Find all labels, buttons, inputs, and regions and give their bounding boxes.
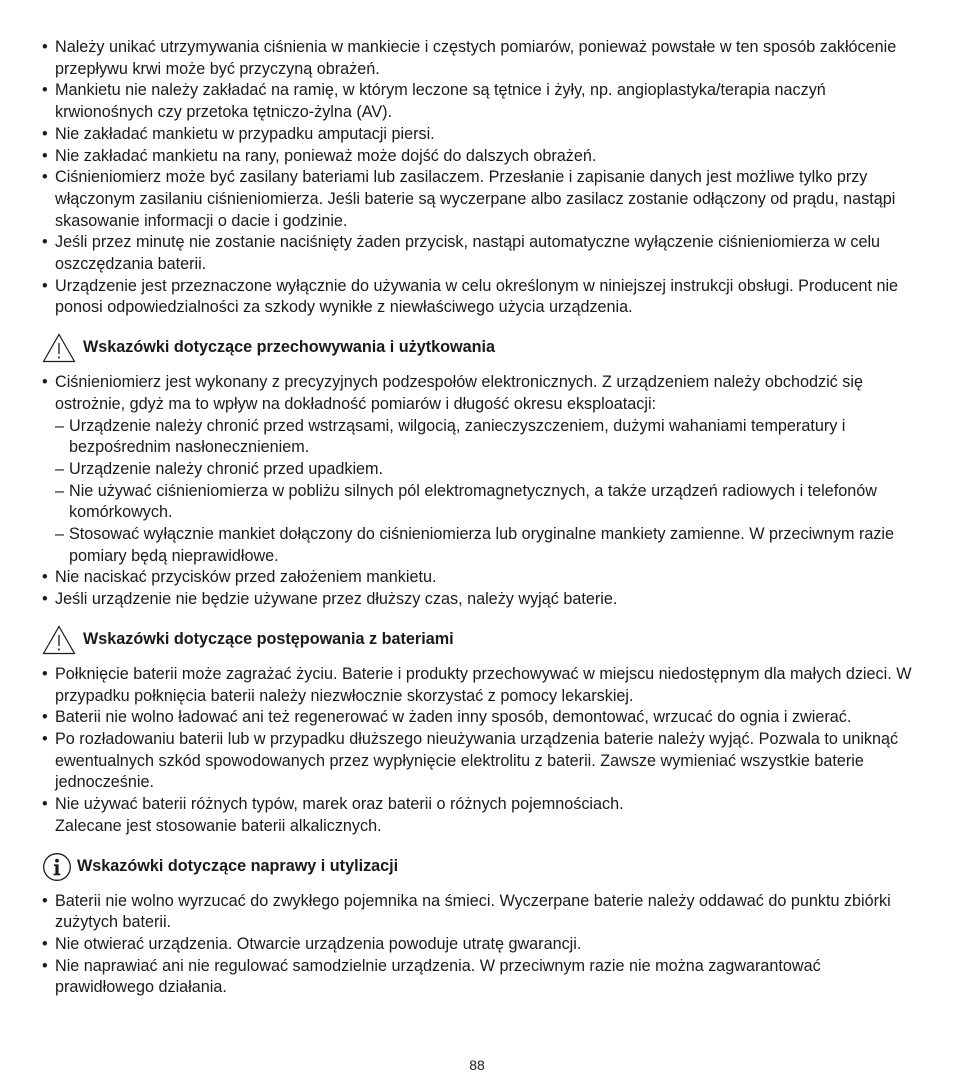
- sublist-item: [42, 524, 922, 567]
- list-item: [42, 37, 922, 80]
- list-item: [42, 167, 922, 232]
- list-item: [42, 729, 922, 794]
- list-item-text: Mankietu nie należy zakładać na ramię, w którym leczone są tętnice i żyły, np. angioplastyka/terapia naczyń krwionośnych czy przetoka tętniczo-żylna (AV).: [55, 81, 826, 122]
- list-item-text: Ciśnieniomierz może być zasilany bateriami lub zasilaczem. Przesłanie i zapisanie danych jest możliwe tylko przy włączonym zasilaniu ciśnieniomierza. Jeśli baterie są wyczerpane albo zasilacz zostanie odłączony od prądu, nastąpi skasowanie informacji o dacie i godzinie.: [55, 168, 896, 230]
- section-title: Wskazówki dotyczące przechowywania i użytkowania: [83, 338, 496, 357]
- dash-mark: –: [55, 459, 65, 478]
- list-item: [42, 372, 922, 415]
- storage-list: [42, 372, 922, 415]
- list-item: [42, 276, 922, 319]
- bullet-mark: •: [42, 168, 48, 187]
- storage-list-continued: [42, 567, 922, 610]
- warning-icon: [42, 333, 76, 363]
- list-item: [42, 80, 922, 123]
- section-heading-batteries: [42, 625, 922, 655]
- section-heading-storage: [42, 333, 922, 363]
- intro-list: [42, 37, 922, 319]
- list-item: [42, 124, 922, 146]
- section-title: Wskazówki dotyczące naprawy i utylizacji: [77, 856, 399, 875]
- section-heading-repair: [42, 852, 922, 882]
- list-item: [42, 934, 922, 956]
- batteries-list: [42, 664, 922, 838]
- section-title: Wskazówki dotyczące postępowania z bateriami: [83, 630, 454, 649]
- bullet-mark: •: [42, 664, 48, 683]
- sublist-item: [42, 481, 922, 524]
- info-icon: [42, 852, 72, 882]
- bullet-mark: •: [42, 81, 48, 100]
- list-item-note: Zalecane jest stosowanie baterii alkalicznych.: [55, 816, 382, 835]
- document-page: [42, 37, 922, 999]
- sublist-item: [42, 416, 922, 459]
- bullet-mark: •: [42, 124, 48, 143]
- list-item: [42, 567, 922, 589]
- list-item-text: Należy unikać utrzymywania ciśnienia w mankiecie i częstych pomiarów, ponieważ powstałe w ten sposób zakłócenie przepływu krwi może być przyczyną obrażeń.: [55, 38, 897, 78]
- bullet-mark: •: [42, 729, 48, 748]
- list-item: [42, 146, 922, 168]
- list-item: [42, 707, 922, 729]
- list-item-text: Nie otwierać urządzenia. Otwarcie urządzenia powoduje utratę gwarancji.: [55, 934, 582, 953]
- bullet-mark: •: [42, 795, 48, 814]
- sublist-item-text: Nie używać ciśnieniomierza w pobliżu silnych pól elektromagnetycznych, a także urządzeń radiowych i telefonów komórkowych.: [69, 481, 877, 522]
- bullet-mark: •: [42, 568, 48, 587]
- bullet-mark: •: [42, 373, 48, 392]
- list-item: [42, 794, 922, 837]
- list-item-text: Ciśnieniomierz jest wykonany z precyzyjnych podzespołów elektronicznych. Z urządzeniem należy obchodzić się ostrożnie, gdyż ma to wpływ na dokładność pomiarów i długość okresu eksploatacji:: [55, 373, 863, 413]
- sublist-item-text: Urządzenie należy chronić przed upadkiem.: [69, 459, 384, 478]
- dash-mark: –: [55, 525, 65, 544]
- list-item-text: Nie używać baterii różnych typów, marek oraz baterii o różnych pojemnościach.: [55, 795, 624, 814]
- list-item-text: Nie zakładać mankietu w przypadku amputacji piersi.: [55, 124, 435, 143]
- repair-list: [42, 891, 922, 1000]
- bullet-mark: •: [42, 708, 48, 727]
- bullet-mark: •: [42, 38, 48, 56]
- list-item: [42, 956, 922, 999]
- list-item: [42, 664, 922, 707]
- list-item: [42, 891, 922, 934]
- bullet-mark: •: [42, 956, 48, 975]
- bullet-mark: •: [42, 590, 48, 609]
- list-item-text: Połknięcie baterii może zagrażać życiu. Baterie i produkty przechowywać w miejscu niedostępnym dla małych dzieci. W przypadku połknięcia baterii należy niezwłocznie skorzystać z pomocy lekarskiej.: [55, 664, 912, 705]
- list-item: [42, 589, 922, 611]
- list-item-text: Baterii nie wolno ładować ani też regenerować w żaden inny sposób, demontować, wrzucać do ognia i zwierać.: [55, 708, 852, 727]
- dash-mark: –: [55, 481, 65, 500]
- bullet-mark: •: [42, 276, 48, 295]
- dash-mark: –: [55, 416, 65, 435]
- bullet-mark: •: [42, 891, 48, 910]
- list-item-text: Po rozładowaniu baterii lub w przypadku dłuższego nieużywania urządzenia baterie należy wyjąć. Pozwala to uniknąć ewentualnych szkód spowodowanych przez wypłynięcie elektrolitu z baterii. Zawsze wymieniać wszystkie baterie jednocześnie.: [55, 729, 899, 792]
- sublist-item-text: Stosować wyłącznie mankiet dołączony do ciśnieniomierza lub oryginalne mankiety zamienne. W przeciwnym razie pomiary będą nieprawidłowe.: [69, 525, 895, 565]
- list-item-text: Nie zakładać mankietu na rany, ponieważ może dojść do dalszych obrażeń.: [55, 146, 597, 165]
- list-item-text: Nie naprawiać ani nie regulować samodzielnie urządzenia. W przeciwnym razie nie można zagwarantować prawidłowego działania.: [55, 956, 821, 997]
- list-item-text: Urządzenie jest przeznaczone wyłącznie do używania w celu określonym w niniejszej instrukcji obsługi. Producent nie ponosi odpowiedzialności za szkody wynikłe z niewłaściwego użycia urządzenia.: [55, 276, 899, 317]
- list-item-text: Nie naciskać przycisków przed założeniem mankietu.: [55, 568, 437, 587]
- page-number: 88: [469, 1057, 485, 1073]
- list-item-text: Jeśli przez minutę nie zostanie naciśnięty żaden przycisk, nastąpi automatyczne wyłączenie ciśnieniomierza w celu oszczędzania baterii.: [55, 233, 881, 274]
- list-item: [42, 232, 922, 275]
- bullet-mark: •: [42, 233, 48, 252]
- list-item-text: Baterii nie wolno wyrzucać do zwykłego pojemnika na śmieci. Wyczerpane baterie należy oddawać do punktu zbiórki zużytych baterii.: [55, 891, 891, 932]
- bullet-mark: •: [42, 146, 48, 165]
- bullet-mark: •: [42, 934, 48, 953]
- warning-icon: [42, 625, 76, 655]
- storage-sublist: [42, 416, 922, 568]
- list-item-text: Jeśli urządzenie nie będzie używane przez dłuższy czas, należy wyjąć baterie.: [55, 590, 618, 609]
- sublist-item-text: Urządzenie należy chronić przed wstrząsami, wilgocią, zanieczyszczeniem, dużymi wahaniami temperatury i bezpośrednim nasłonecznieniem.: [69, 416, 846, 457]
- sublist-item: [42, 459, 922, 481]
